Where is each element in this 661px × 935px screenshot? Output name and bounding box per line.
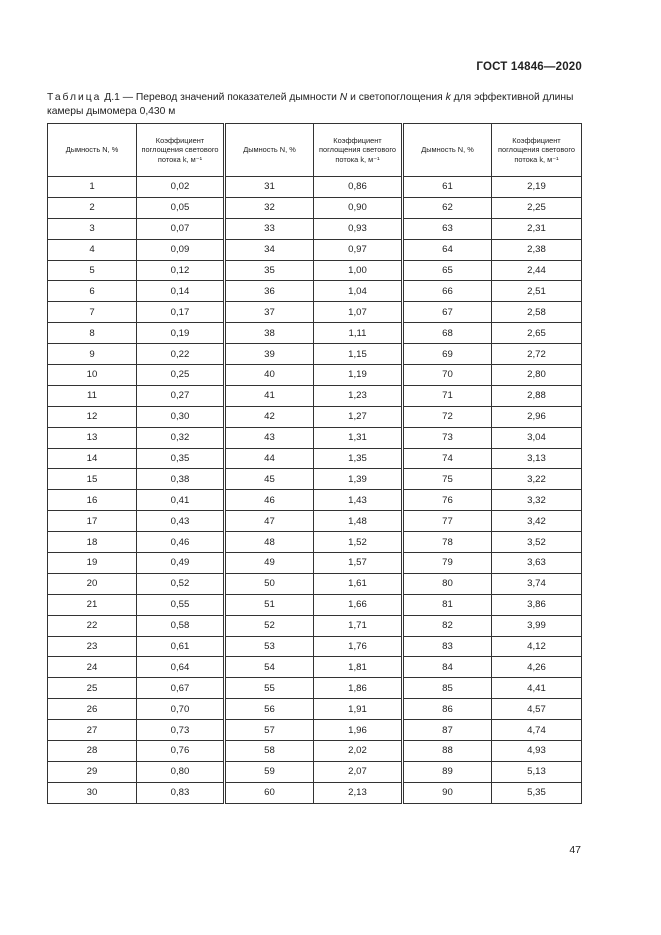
smoke-value: 84 (403, 657, 492, 678)
table-row (48, 741, 582, 762)
coef-value: 1,52 (314, 532, 403, 553)
coef-value: 1,48 (314, 511, 403, 532)
table-caption (47, 91, 582, 118)
coef-value: 2,31 (492, 218, 582, 239)
coef-value: 1,81 (314, 657, 403, 678)
smoke-value: 6 (48, 281, 137, 302)
coef-value: 1,61 (314, 573, 403, 594)
coef-value: 1,76 (314, 636, 403, 657)
table-row (48, 511, 582, 532)
caption-text-pre: — Перевод значений показателей дымности (122, 92, 337, 103)
smoke-value: 52 (225, 615, 314, 636)
coef-value: 1,66 (314, 594, 403, 615)
coef-value: 3,42 (492, 511, 582, 532)
smoke-value: 11 (48, 385, 137, 406)
table-row (48, 553, 582, 574)
coef-value: 2,19 (492, 177, 582, 198)
coef-value: 0,12 (137, 260, 225, 281)
table-row (48, 427, 582, 448)
smoke-value: 39 (225, 344, 314, 365)
smoke-value: 22 (48, 615, 137, 636)
table-row (48, 239, 582, 260)
coef-value: 0,41 (137, 490, 225, 511)
caption-text-post: для эффективной длины камеры дымомера 0,430 м (47, 92, 574, 117)
smoke-value: 38 (225, 323, 314, 344)
coef-value: 3,04 (492, 427, 582, 448)
coef-value: 5,35 (492, 782, 582, 803)
table-row (48, 177, 582, 198)
smoke-value: 14 (48, 448, 137, 469)
coef-value: 2,96 (492, 406, 582, 427)
coef-value: 0,52 (137, 573, 225, 594)
table-row (48, 448, 582, 469)
coef-value: 0,55 (137, 594, 225, 615)
conversion-table (47, 123, 582, 804)
coef-value: 1,19 (314, 365, 403, 386)
coef-value: 0,97 (314, 239, 403, 260)
smoke-value: 29 (48, 761, 137, 782)
coef-value: 0,35 (137, 448, 225, 469)
header-coef-2: Коэффициент поглощения светового потока k, м⁻¹ (314, 124, 403, 177)
smoke-value: 4 (48, 239, 137, 260)
smoke-value: 31 (225, 177, 314, 198)
smoke-value: 13 (48, 427, 137, 448)
header-smoke-1: Дымность N, % (48, 124, 137, 177)
coef-value: 0,67 (137, 678, 225, 699)
coef-value: 0,58 (137, 615, 225, 636)
coef-value: 0,43 (137, 511, 225, 532)
smoke-value: 54 (225, 657, 314, 678)
coef-value: 0,25 (137, 365, 225, 386)
table-row (48, 699, 582, 720)
coef-value: 3,99 (492, 615, 582, 636)
smoke-value: 27 (48, 720, 137, 741)
smoke-value: 48 (225, 532, 314, 553)
coef-value: 0,49 (137, 553, 225, 574)
header-coef-3: Коэффициент поглощения светового потока k, м⁻¹ (492, 124, 582, 177)
smoke-value: 56 (225, 699, 314, 720)
caption-text-mid: и светопоглощения (350, 92, 443, 103)
table-row (48, 761, 582, 782)
smoke-value: 72 (403, 406, 492, 427)
coef-value: 5,13 (492, 761, 582, 782)
smoke-value: 75 (403, 469, 492, 490)
coef-value: 0,38 (137, 469, 225, 490)
table-row (48, 344, 582, 365)
coef-value: 1,07 (314, 302, 403, 323)
coef-value: 4,93 (492, 741, 582, 762)
smoke-value: 41 (225, 385, 314, 406)
smoke-value: 64 (403, 239, 492, 260)
smoke-value: 18 (48, 532, 137, 553)
table-row (48, 720, 582, 741)
smoke-value: 12 (48, 406, 137, 427)
table-row (48, 657, 582, 678)
coef-value: 3,22 (492, 469, 582, 490)
smoke-value: 55 (225, 678, 314, 699)
smoke-value: 82 (403, 615, 492, 636)
coef-value: 0,70 (137, 699, 225, 720)
smoke-value: 65 (403, 260, 492, 281)
coef-value: 1,11 (314, 323, 403, 344)
header-smoke-3: Дымность N, % (403, 124, 492, 177)
coef-value: 0,27 (137, 385, 225, 406)
coef-value: 0,22 (137, 344, 225, 365)
smoke-value: 32 (225, 197, 314, 218)
smoke-value: 53 (225, 636, 314, 657)
coef-value: 0,83 (137, 782, 225, 803)
coef-value: 2,13 (314, 782, 403, 803)
smoke-value: 76 (403, 490, 492, 511)
caption-symbol-k: k (445, 92, 451, 103)
coef-value: 0,32 (137, 427, 225, 448)
smoke-value: 45 (225, 469, 314, 490)
header-smoke-2: Дымность N, % (225, 124, 314, 177)
coef-value: 1,86 (314, 678, 403, 699)
coef-value: 0,86 (314, 177, 403, 198)
smoke-value: 5 (48, 260, 137, 281)
smoke-value: 74 (403, 448, 492, 469)
smoke-value: 68 (403, 323, 492, 344)
coef-value: 2,51 (492, 281, 582, 302)
smoke-value: 88 (403, 741, 492, 762)
table-row (48, 469, 582, 490)
smoke-value: 7 (48, 302, 137, 323)
coef-value: 1,04 (314, 281, 403, 302)
smoke-value: 60 (225, 782, 314, 803)
coef-value: 2,88 (492, 385, 582, 406)
smoke-value: 33 (225, 218, 314, 239)
smoke-value: 57 (225, 720, 314, 741)
coef-value: 1,96 (314, 720, 403, 741)
caption-symbol-n: N (339, 92, 348, 103)
smoke-value: 70 (403, 365, 492, 386)
smoke-value: 46 (225, 490, 314, 511)
header-coef-1: Коэффициент поглощения светового потока k, м⁻¹ (137, 124, 225, 177)
coef-value: 2,07 (314, 761, 403, 782)
smoke-value: 79 (403, 553, 492, 574)
smoke-value: 86 (403, 699, 492, 720)
table-row (48, 573, 582, 594)
coef-value: 0,80 (137, 761, 225, 782)
coef-value: 2,02 (314, 741, 403, 762)
table-row (48, 281, 582, 302)
coef-value: 1,91 (314, 699, 403, 720)
smoke-value: 1 (48, 177, 137, 198)
smoke-value: 67 (403, 302, 492, 323)
table-body (48, 177, 582, 804)
coef-value: 2,25 (492, 197, 582, 218)
coef-value: 3,86 (492, 594, 582, 615)
coef-value: 1,43 (314, 490, 403, 511)
smoke-value: 9 (48, 344, 137, 365)
coef-value: 2,80 (492, 365, 582, 386)
table-header-row (48, 124, 582, 177)
coef-value: 1,31 (314, 427, 403, 448)
coef-value: 1,71 (314, 615, 403, 636)
smoke-value: 44 (225, 448, 314, 469)
smoke-value: 19 (48, 553, 137, 574)
coef-value: 1,35 (314, 448, 403, 469)
smoke-value: 59 (225, 761, 314, 782)
coef-value: 0,76 (137, 741, 225, 762)
table-row (48, 197, 582, 218)
coef-value: 0,02 (137, 177, 225, 198)
table-row (48, 323, 582, 344)
coef-value: 0,05 (137, 197, 225, 218)
smoke-value: 77 (403, 511, 492, 532)
page-number: 47 (569, 844, 581, 856)
smoke-value: 10 (48, 365, 137, 386)
table-row (48, 615, 582, 636)
coef-value: 3,52 (492, 532, 582, 553)
smoke-value: 21 (48, 594, 137, 615)
smoke-value: 17 (48, 511, 137, 532)
smoke-value: 34 (225, 239, 314, 260)
coef-value: 4,41 (492, 678, 582, 699)
smoke-value: 83 (403, 636, 492, 657)
smoke-value: 87 (403, 720, 492, 741)
coef-value: 4,12 (492, 636, 582, 657)
coef-value: 3,63 (492, 553, 582, 574)
smoke-value: 20 (48, 573, 137, 594)
coef-value: 0,73 (137, 720, 225, 741)
smoke-value: 80 (403, 573, 492, 594)
caption-label: Таблица (47, 92, 102, 103)
table-row (48, 490, 582, 511)
smoke-value: 50 (225, 573, 314, 594)
smoke-value: 63 (403, 218, 492, 239)
table-row (48, 260, 582, 281)
coef-value: 4,26 (492, 657, 582, 678)
coef-value: 3,74 (492, 573, 582, 594)
smoke-value: 28 (48, 741, 137, 762)
smoke-value: 49 (225, 553, 314, 574)
coef-value: 2,58 (492, 302, 582, 323)
coef-value: 3,32 (492, 490, 582, 511)
coef-value: 3,13 (492, 448, 582, 469)
coef-value: 0,07 (137, 218, 225, 239)
coef-value: 1,39 (314, 469, 403, 490)
coef-value: 0,90 (314, 197, 403, 218)
coef-value: 0,14 (137, 281, 225, 302)
smoke-value: 15 (48, 469, 137, 490)
smoke-value: 62 (403, 197, 492, 218)
coef-value: 1,23 (314, 385, 403, 406)
coef-value: 2,38 (492, 239, 582, 260)
smoke-value: 89 (403, 761, 492, 782)
smoke-value: 85 (403, 678, 492, 699)
smoke-value: 90 (403, 782, 492, 803)
table-row (48, 782, 582, 803)
coef-value: 2,44 (492, 260, 582, 281)
table-row (48, 218, 582, 239)
table-row (48, 532, 582, 553)
table-row (48, 365, 582, 386)
coef-value: 4,74 (492, 720, 582, 741)
smoke-value: 36 (225, 281, 314, 302)
coef-value: 0,93 (314, 218, 403, 239)
smoke-value: 51 (225, 594, 314, 615)
smoke-value: 43 (225, 427, 314, 448)
table-row (48, 594, 582, 615)
smoke-value: 81 (403, 594, 492, 615)
smoke-value: 69 (403, 344, 492, 365)
coef-value: 1,57 (314, 553, 403, 574)
coef-value: 1,15 (314, 344, 403, 365)
smoke-value: 16 (48, 490, 137, 511)
table-row (48, 302, 582, 323)
coef-value: 2,72 (492, 344, 582, 365)
smoke-value: 61 (403, 177, 492, 198)
smoke-value: 35 (225, 260, 314, 281)
coef-value: 1,00 (314, 260, 403, 281)
coef-value: 0,64 (137, 657, 225, 678)
smoke-value: 47 (225, 511, 314, 532)
table-row (48, 385, 582, 406)
caption-number: Д.1 (104, 92, 120, 103)
coef-value: 0,19 (137, 323, 225, 344)
document-code: ГОСТ 14846—2020 (476, 61, 582, 73)
smoke-value: 25 (48, 678, 137, 699)
smoke-value: 3 (48, 218, 137, 239)
smoke-value: 24 (48, 657, 137, 678)
coef-value: 0,09 (137, 239, 225, 260)
coef-value: 0,17 (137, 302, 225, 323)
coef-value: 0,30 (137, 406, 225, 427)
smoke-value: 8 (48, 323, 137, 344)
smoke-value: 78 (403, 532, 492, 553)
smoke-value: 2 (48, 197, 137, 218)
table-row (48, 678, 582, 699)
smoke-value: 26 (48, 699, 137, 720)
coef-value: 4,57 (492, 699, 582, 720)
smoke-value: 58 (225, 741, 314, 762)
coef-value: 1,27 (314, 406, 403, 427)
smoke-value: 42 (225, 406, 314, 427)
smoke-value: 30 (48, 782, 137, 803)
smoke-value: 40 (225, 365, 314, 386)
coef-value: 2,65 (492, 323, 582, 344)
smoke-value: 23 (48, 636, 137, 657)
smoke-value: 71 (403, 385, 492, 406)
smoke-value: 66 (403, 281, 492, 302)
smoke-value: 73 (403, 427, 492, 448)
table-row (48, 636, 582, 657)
table-row (48, 406, 582, 427)
coef-value: 0,46 (137, 532, 225, 553)
coef-value: 0,61 (137, 636, 225, 657)
smoke-value: 37 (225, 302, 314, 323)
